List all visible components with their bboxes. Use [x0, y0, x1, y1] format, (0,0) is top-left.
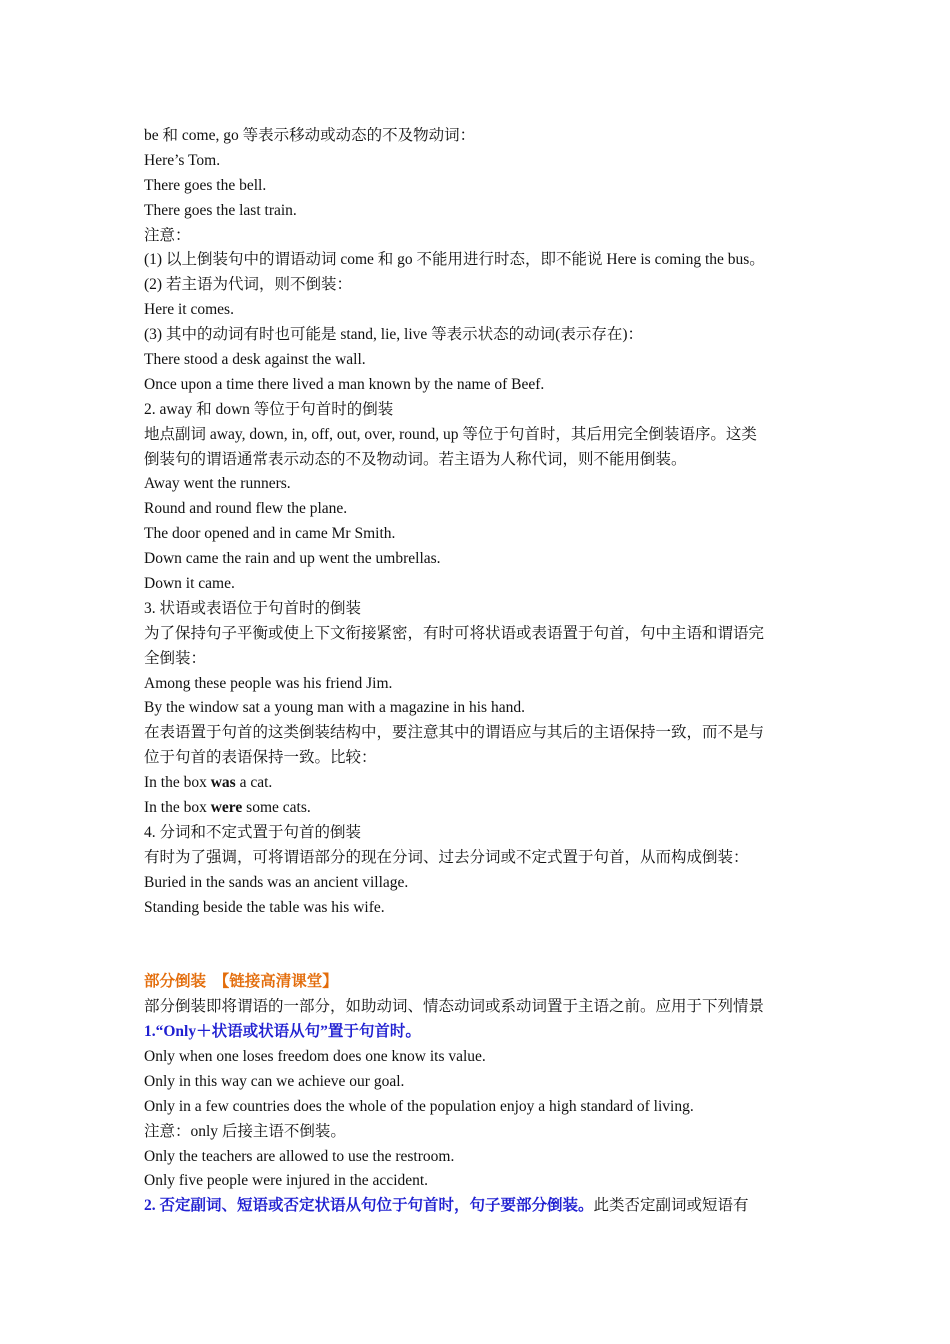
- bold-verb: were: [210, 799, 243, 817]
- example-sentence: Standing beside the table was his wife.: [144, 898, 385, 916]
- example-sentence: [144, 771, 814, 796]
- text-run: In the box: [144, 774, 211, 792]
- paragraph-line: 位于句首的表语保持一致。比较：: [144, 749, 377, 767]
- rule-line: [144, 1194, 814, 1219]
- partial-inversion-heading: 部分倒装 【链接高清课堂】: [144, 973, 338, 991]
- rule-heading: 1.“Only＋状语或状语从句”置于句首时。: [144, 1023, 421, 1041]
- paragraph-line: 有时为了强调，可将谓语部分的现在分词、过去分词或不定式置于句首，从而构成倒装：: [144, 848, 749, 866]
- example-sentence: Only in a few countries does the whole of the population enjoy a high standard of living.: [144, 1097, 694, 1115]
- example-sentence: By the window sat a young man with a magazine in his hand.: [144, 699, 525, 717]
- example-sentence: The door opened and in came Mr Smith.: [144, 525, 396, 543]
- example-sentence: Among these people was his friend Jim.: [144, 674, 393, 692]
- note-item: (2) 若主语为代词，则不倒装：: [144, 276, 352, 294]
- example-sentence: Buried in the sands was an ancient village.: [144, 873, 409, 891]
- note-item: (3) 其中的动词有时也可能是 stand, lie, live 等表示状态的动词(表示存在)：: [144, 326, 643, 344]
- bold-verb: was: [210, 774, 236, 792]
- paragraph-line: 在表语置于句首的这类倒装结构中，要注意其中的谓语应与其后的主语保持一致，而不是与: [144, 724, 765, 742]
- text-run: 此类否定副词或短语有: [593, 1197, 749, 1215]
- section-heading: 2. away 和 down 等位于句首时的倒装: [144, 400, 394, 418]
- note-item: (1) 以上倒装句中的谓语动词 come 和 go 不能用进行时态，即不能说 Here is coming the bus。: [144, 251, 765, 269]
- example-sentence: Only in this way can we achieve our goal.: [144, 1072, 405, 1090]
- paragraph-line: 为了保持句子平衡或使上下文衔接紧密，有时可将状语或表语置于句首，句中主语和谓语完: [144, 624, 765, 642]
- example-sentence: Only when one loses freedom does one know its value.: [144, 1047, 486, 1065]
- example-sentence: There goes the bell.: [144, 176, 267, 194]
- note-item: 注意：only 后接主语不倒装。: [144, 1122, 346, 1140]
- example-sentence: Once upon a time there lived a man known by the name of Beef.: [144, 375, 545, 393]
- note-label: 注意：: [144, 226, 191, 244]
- example-sentence: Down it came.: [144, 575, 235, 593]
- example-sentence: Away went the runners.: [144, 475, 291, 493]
- example-sentence: Here it comes.: [144, 301, 234, 319]
- rule-heading: 2. 否定副词、短语或否定状语从句位于句首时，句子要部分倒装。: [144, 1197, 594, 1215]
- paragraph-line: 全倒装：: [144, 649, 207, 667]
- example-sentence: Only the teachers are allowed to use the restroom.: [144, 1147, 455, 1165]
- document-body: [144, 124, 814, 1219]
- blank-space: [144, 921, 814, 971]
- text-run: a cat.: [235, 774, 273, 792]
- paragraph-line: 部分倒装即将谓语的一部分，如助动词、情态动词或系动词置于主语之前。应用于下列情景: [144, 998, 765, 1016]
- section-heading: 3. 状语或表语位于句首时的倒装: [144, 599, 362, 617]
- section-heading: 4. 分词和不定式置于句首的倒装: [144, 823, 362, 841]
- example-sentence: [144, 796, 814, 821]
- text-run: some cats.: [242, 799, 311, 817]
- example-sentence: Only five people were injured in the accident.: [144, 1172, 429, 1190]
- example-sentence: Down came the rain and up went the umbrellas.: [144, 550, 441, 568]
- example-sentence: There goes the last train.: [144, 201, 297, 219]
- text-run: In the box: [144, 799, 211, 817]
- text-line: be 和 come, go 等表示移动或动态的不及物动词：: [144, 127, 476, 144]
- example-sentence: Here’s Tom.: [144, 151, 221, 169]
- paragraph-line: 地点副词 away, down, in, off, out, over, round, up 等位于句首时，其后用完全倒装语序。这类: [144, 425, 757, 443]
- paragraph-line: 倒装句的谓语通常表示动态的不及物动词。若主语为人称代词，则不能用倒装。: [144, 450, 687, 468]
- example-sentence: There stood a desk against the wall.: [144, 351, 366, 369]
- example-sentence: Round and round flew the plane.: [144, 500, 348, 518]
